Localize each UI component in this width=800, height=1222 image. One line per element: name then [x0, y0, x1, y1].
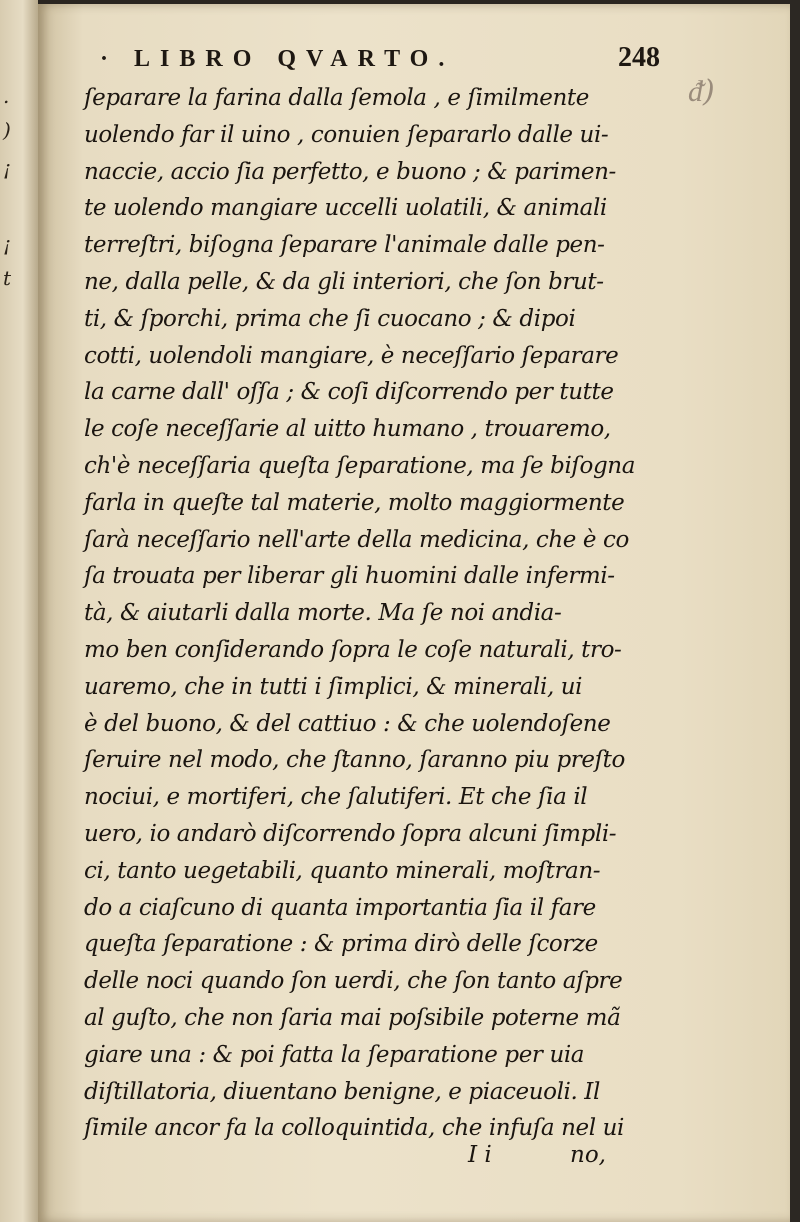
book-page: [38, 4, 790, 1222]
handwritten-annotation: ᵭ): [688, 74, 715, 109]
text-line: diſtillatoria, diuentano benigne, e piaceuoli. Il: [84, 1078, 600, 1105]
margin-mark: t: [3, 266, 12, 290]
text-line: delle noci quando ſon uerdi, che ſon tanto aſpre: [84, 968, 623, 995]
text-line: uaremo, che in tutti i ſimplici, & minerali, ui: [84, 673, 583, 700]
previous-page-edge: [0, 0, 38, 1222]
catchword: no,: [570, 1142, 606, 1168]
text-line: le coſe neceſſarie al uitto humano , trouaremo,: [84, 416, 611, 443]
running-title: · LIBRO QVARTO.: [100, 46, 455, 72]
text-line: la carne dall' oſſa ; & coſi diſcorrendo per tutte: [84, 379, 614, 406]
text-line: do a ciaſcuno di quanta importantia ſia il fare: [84, 894, 596, 921]
text-line: uero, io andarò diſcorrendo ſopra alcuni ſimpli-: [84, 820, 617, 847]
margin-mark: ¡: [3, 232, 12, 256]
text-line: tà, & aiutarli dalla morte. Ma ſe noi andia-: [84, 600, 562, 627]
text-line: farla in queſte tal materie, molto maggiormente: [84, 489, 625, 516]
text-line: cotti, uolendoli mangiare, è neceſſario ſeparare: [84, 342, 619, 369]
text-line: nociui, e mortiferi, che ſalutiferi. Et che ſia il: [84, 784, 588, 811]
body-text: [84, 80, 664, 1147]
folio-number: 248: [618, 42, 660, 73]
margin-mark: ): [3, 118, 11, 142]
text-line: ti, & ſporchi, prima che ſi cuocano ; & dipoi: [84, 305, 576, 332]
page-footer: [468, 1142, 668, 1182]
text-line: giare una : & poi fatta la ſeparatione per uia: [84, 1041, 585, 1068]
text-line: al guſto, che non ſaria mai poſsibile poterne mã: [84, 1004, 621, 1031]
text-line: ci, tanto uegetabili, quanto minerali, moſtran-: [84, 857, 601, 884]
signature-mark: I i: [468, 1142, 492, 1168]
text-line: è del buono, & del cattiuo : & che uolendoſene: [84, 710, 611, 737]
margin-mark: ¡: [3, 156, 12, 180]
text-line: ne, dalla pelle, & da gli interiori, che ſon brut-: [84, 268, 604, 295]
page-header: [100, 42, 660, 82]
text-line: ſeruire nel modo, che ſtanno, ſaranno piu preſto: [84, 747, 625, 774]
text-line: ch'è neceſſaria queſta ſeparatione, ma ſe biſogna: [84, 452, 636, 479]
text-line: ſa trouata per liberar gli huomini dalle infermi-: [84, 563, 615, 590]
text-line: ſeparare la farina dalla ſemola , e ſimilmente: [84, 85, 589, 111]
text-line: queſta ſeparatione : & prima dirò delle ſcorze: [84, 931, 598, 958]
text-line: ſimile ancor fa la colloquintida, che infuſa nel ui: [84, 1115, 624, 1142]
text-line: naccie, accio ſia perfetto, e buono ; & parimen-: [84, 158, 616, 185]
text-line: mo ben conſiderando ſopra le coſe naturali, tro-: [84, 636, 622, 663]
book-edge: [790, 0, 800, 1222]
text-line: te uolendo mangiare uccelli uolatili, & animali: [84, 195, 607, 222]
text-line: uolendo far il uino , conuien ſepararlo dalle ui-: [84, 121, 609, 148]
text-line: terreſtri, biſogna ſeparare l'animale dalle pen-: [84, 232, 605, 259]
margin-mark: .: [3, 84, 10, 108]
text-line: ſarà neceſſario nell'arte della medicina, che è co: [84, 526, 629, 553]
